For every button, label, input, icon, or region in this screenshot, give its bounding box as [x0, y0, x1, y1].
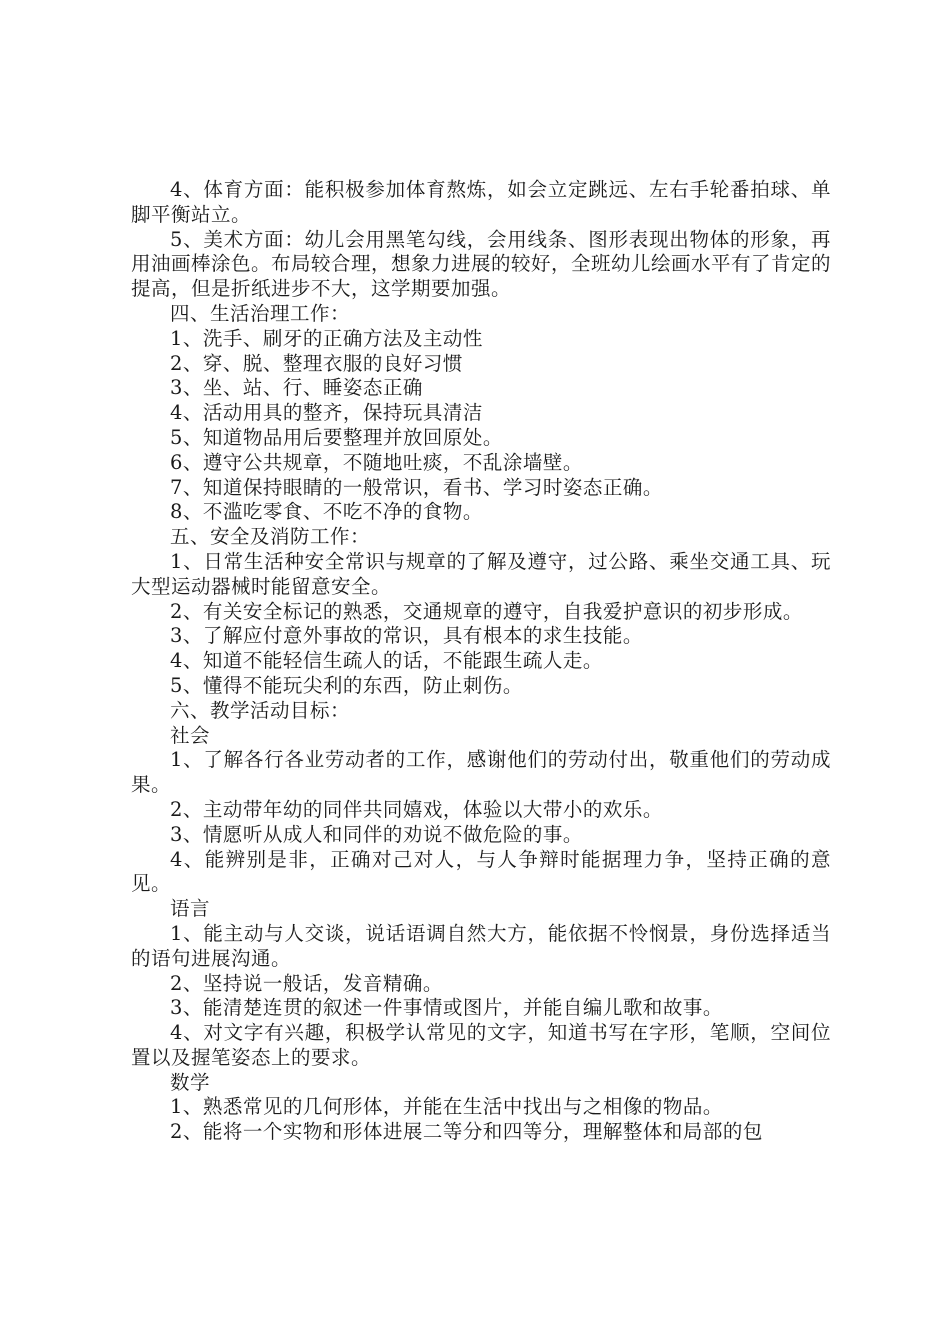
subheading-society: 社会	[170, 723, 211, 747]
list-item: 4、知道不能轻信生疏人的话，不能跟生疏人走。	[170, 649, 603, 673]
document-body	[131, 178, 831, 1145]
list-item: 3、能清楚连贯的叙述一件事情或图片，并能自编儿歌和故事。	[170, 996, 723, 1020]
list-item: 3、了解应付意外事故的常识，具有根本的求生技能。	[170, 624, 643, 648]
list-item: 1、日常生活种安全常识与规章的了解及遵守，过公路、乘坐交通工具、玩大型运动器械时能留意安全。	[131, 549, 831, 598]
list-item: 3、坐、站、行、睡姿态正确	[170, 376, 423, 400]
list-item: 1、了解各行各业劳动者的工作，感谢他们的劳动付出，敬重他们的劳动成果。	[131, 748, 831, 797]
heading-safety: 五、安全及消防工作：	[170, 525, 371, 549]
list-item: 2、主动带年幼的同伴共同嬉戏，体验以大带小的欢乐。	[170, 797, 663, 821]
list-item: 4、活动用具的整齐，保持玩具清洁	[170, 401, 483, 425]
list-item: 5、知道物品用后要整理并放回原处。	[170, 425, 503, 449]
list-item: 7、知道保持眼睛的一般常识，看书、学习时姿态正确。	[170, 475, 663, 499]
list-item: 2、能将一个实物和形体进展二等分和四等分，理解整体和局部的包	[170, 1120, 763, 1144]
subheading-language: 语言	[170, 897, 211, 921]
heading-life-management: 四、生活治理工作：	[170, 301, 351, 325]
list-item: 3、情愿听从成人和同伴的劝说不做危险的事。	[170, 822, 583, 846]
list-item: 1、能主动与人交谈，说话语调自然大方，能依据不怜悯景，身份选择适当的语句进展沟通。	[131, 921, 831, 970]
list-item: 4、对文字有兴趣，积极学认常见的文字，知道书写在字形，笔顺，空间位置以及握笔姿态上的要求。	[131, 1021, 831, 1069]
paragraph-art: 5、美术方面：幼儿会用黑笔勾线，会用线条、图形表现出物体的形象，再用油画棒涂色。布局较合理，想象力进展的较好，全班幼儿绘画水平有了肯定的提高，但是折纸进步不大，这学期要加强。	[131, 227, 832, 301]
paragraph-sports: 4、体育方面：能积极参加体育熬炼，如会立定跳远、左右手轮番拍球、单脚平衡站立。	[131, 178, 831, 226]
list-item: 6、遵守公共规章，不随地吐痰，不乱涂墙壁。	[170, 450, 583, 474]
list-item: 2、有关安全标记的熟悉，交通规章的遵守，自我爱护意识的初步形成。	[170, 599, 803, 623]
list-item: 4、能辨别是非，正确对己对人，与人争辩时能据理力争，坚持正确的意见。	[131, 847, 831, 896]
list-item: 1、熟悉常见的几何形体，并能在生活中找出与之相像的物品。	[170, 1095, 723, 1119]
list-item: 2、穿、脱、整理衣服的良好习惯	[170, 351, 463, 375]
list-item: 1、洗手、刷牙的正确方法及主动性	[170, 326, 483, 350]
list-item: 2、坚持说一般话，发音精确。	[170, 971, 443, 995]
heading-teaching-goals: 六、教学活动目标：	[170, 698, 351, 722]
subheading-math: 数学	[170, 1070, 211, 1094]
list-item: 5、懂得不能玩尖利的东西，防止刺伤。	[170, 673, 523, 697]
list-item: 8、不滥吃零食、不吃不净的食物。	[170, 500, 483, 524]
